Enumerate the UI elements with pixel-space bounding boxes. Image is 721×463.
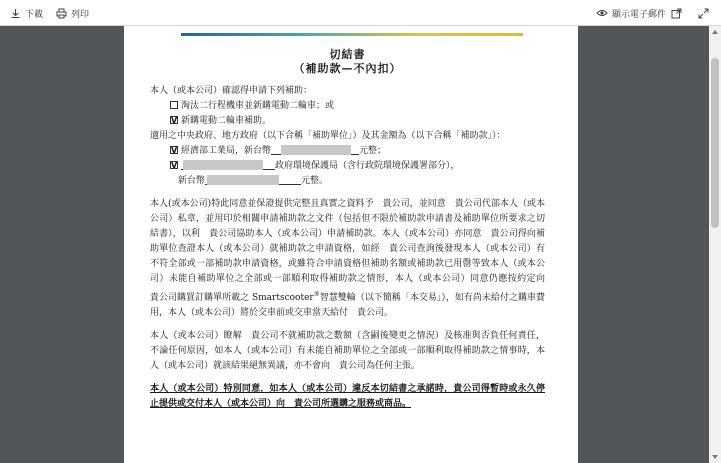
- redaction: [281, 145, 351, 155]
- scroll-thumb[interactable]: [711, 58, 719, 228]
- print-label: 列印: [71, 9, 90, 20]
- popout-button[interactable]: [671, 5, 682, 21]
- grant-2-checkbox: [170, 161, 178, 169]
- grant-2-amount-suffix: 元整。: [301, 176, 329, 186]
- download-button[interactable]: [10, 5, 43, 21]
- paragraph-1-tail: 智慧雙輪（以下簡稱「本交易」），如有尚未給付之購車費用，本人（或本公司）將於交車前或交車當天給付 貴公司。: [150, 293, 545, 318]
- document-viewer[interactable]: [0, 26, 709, 463]
- paragraph-2: 本人（或本公司）瞭解 貴公司不就補助款之數額（含嗣後變更之情況）及核准與否負任何責任，不論任何原因，如本人（或本公司）有未能自補助單位之全部或一部順利取得補助款之情事時，本人（或本公司）就該結果絕無異議，亦不會向 貴公司為任何主張。: [150, 331, 545, 371]
- scroll-down-icon[interactable]: [711, 453, 719, 461]
- registered-mark: ®: [313, 291, 320, 298]
- show-email-button[interactable]: [596, 5, 666, 21]
- document-page: [124, 26, 578, 463]
- expand-button[interactable]: [698, 5, 709, 21]
- option-2-label: 新購電動二輪車補助。: [181, 116, 272, 126]
- viewer-toolbar: [0, 0, 721, 26]
- option-2: [150, 114, 545, 129]
- paragraph-3: 本人（或本公司）特別同意，如本人（或本公司）違反本切結書之承諾時，貴公司得暫時或永久停止提供或交付本人（或本公司）向 貴公司所選購之服務或商品。: [150, 384, 545, 409]
- paragraph-1: [150, 197, 555, 321]
- grant-2-amount-prefix: 新台幣: [178, 176, 206, 186]
- print-button[interactable]: [56, 5, 89, 21]
- download-icon: [10, 8, 21, 19]
- grant-2-amount: [150, 174, 545, 189]
- grant-1-prefix: 經濟部工業局，新台幣: [181, 146, 272, 156]
- grant-1-amount-line: [271, 145, 359, 155]
- option-1-label: 淘汰二行程機車並新購電動二輪車；或: [181, 101, 335, 111]
- option-2-checkbox: [170, 116, 178, 124]
- print-icon: [56, 8, 67, 19]
- grant-2-gov-line: [181, 160, 275, 170]
- header-color-bar: [181, 33, 523, 36]
- scroll-up-icon[interactable]: [711, 28, 719, 36]
- redaction: [207, 175, 279, 185]
- vertical-scrollbar[interactable]: [709, 26, 721, 463]
- expand-icon: [698, 8, 709, 19]
- grant-1-suffix: 元整；: [359, 146, 387, 156]
- option-1-checkbox: [170, 101, 178, 109]
- download-label: 下載: [25, 9, 44, 20]
- grant-2: [150, 159, 545, 174]
- intro-text: 本人（或本公司）確認得申請下列補助：: [150, 86, 313, 96]
- paragraph-1-text: 本人(或本公司)特此同意並保證提供完整且真實之資料予 貴公司，並同意 貴公司代部本人（或本公司）私章，並用印於相關申請補助款之文件（包括但不限於補助款申請書及補助單位所要求之切結書），以利 貴公司協助本人（或本公司）申請補助款。本人（或本公司）亦同意 貴公司得向補助單位查證本人（或本公司）就補助款之申請資格，如經 貴公司查詢後發現本人（或本公司）有不符全部或一部補助款申請資格，或雖符合申請資格但補助名額或補助款已用罄等致本人（或本公司）未能自補助單位之全部或一部順利取得補助款之情形，本人（或本公司）同意仍應按約定向 貴公司購買訂購單所載之 Smartscooter: [150, 199, 555, 303]
- grant-2-amount-line: [205, 175, 301, 185]
- document-content: [150, 48, 555, 412]
- grant-2-suffix: 政府環境保護局（含行政院環境保護署部分），: [275, 161, 460, 171]
- grant-1-checkbox: [170, 146, 178, 154]
- grant-1: [150, 144, 545, 159]
- show-email-label: 顯示電子郵件: [612, 9, 667, 20]
- redaction: [183, 160, 263, 170]
- applicable-text: 適用之中央政府、地方政府（以下合稱「補助單位」）及其金額為（以下合稱「補助款」）：: [150, 131, 506, 141]
- document-title: 切結書: [329, 48, 366, 61]
- document-subtitle: （補助款—不內扣）: [293, 62, 402, 75]
- eye-icon: [596, 8, 608, 18]
- option-1: [150, 99, 545, 114]
- popout-icon: [671, 8, 682, 19]
